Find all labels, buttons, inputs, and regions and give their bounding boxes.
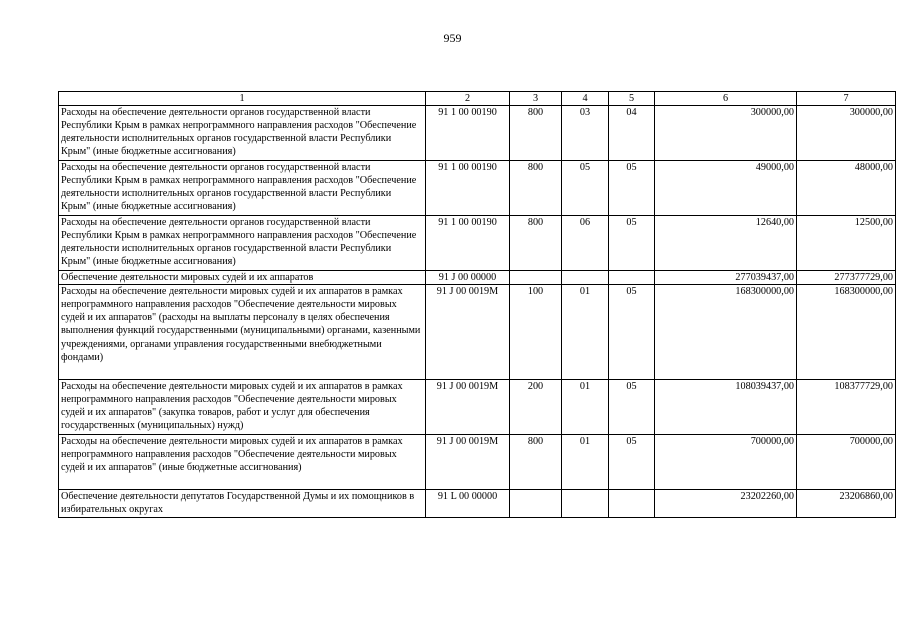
column-4-cell: 01	[562, 380, 609, 435]
table-row	[59, 490, 896, 518]
page-number: 959	[443, 31, 462, 45]
column-3-cell	[510, 490, 562, 518]
column-5-cell	[609, 271, 655, 285]
expense-name-cell: Обеспечение деятельности депутатов Государственной Думы и их помощников в избирательных округах	[59, 490, 426, 518]
column-5-cell: 05	[609, 216, 655, 271]
target-code-cell: 91 L 00 00000	[426, 490, 510, 518]
amount-column-6-cell: 277039437,00	[655, 271, 797, 285]
column-3-cell: 100	[510, 285, 562, 380]
amount-column-6-cell: 300000,00	[655, 106, 797, 161]
target-code-cell: 91 1 00 00190	[426, 106, 510, 161]
column-5-cell: 05	[609, 161, 655, 216]
column-4-cell: 05	[562, 161, 609, 216]
table-row	[59, 285, 896, 380]
column-5-cell: 05	[609, 285, 655, 380]
amount-column-7-cell: 48000,00	[797, 161, 896, 216]
column-4-cell	[562, 271, 609, 285]
target-code-cell: 91 1 00 00190	[426, 216, 510, 271]
amount-column-6-cell: 49000,00	[655, 161, 797, 216]
column-3-cell: 800	[510, 216, 562, 271]
amount-column-6-cell: 108039437,00	[655, 380, 797, 435]
header-cell-5: 5	[609, 92, 655, 106]
column-3-cell	[510, 271, 562, 285]
column-5-cell: 04	[609, 106, 655, 161]
column-3-cell: 800	[510, 435, 562, 490]
target-code-cell: 91 J 00 00000	[426, 271, 510, 285]
amount-column-6-cell: 23202260,00	[655, 490, 797, 518]
amount-column-7-cell: 300000,00	[797, 106, 896, 161]
column-5-cell: 05	[609, 380, 655, 435]
expense-name-cell: Расходы на обеспечение деятельности органов государственной власти Республики Крым в рамках непрограммного направления расходов "Обеспечение деятельности исполнительных органов государственной власти Республики Крым" (иные бюджетные ассигнования)	[59, 161, 426, 216]
table-row	[59, 216, 896, 271]
expense-name-cell: Расходы на обеспечение деятельности органов государственной власти Республики Крым в рамках непрограммного направления расходов "Обеспечение деятельности исполнительных органов государственной власти Республики Крым" (иные бюджетные ассигнования)	[59, 106, 426, 161]
amount-column-7-cell: 23206860,00	[797, 490, 896, 518]
expense-name-cell: Обеспечение деятельности мировых судей и их аппаратов	[59, 271, 426, 285]
budget-table	[58, 91, 896, 518]
column-5-cell: 05	[609, 435, 655, 490]
column-4-cell: 01	[562, 435, 609, 490]
target-code-cell: 91 J 00 0019M	[426, 285, 510, 380]
target-code-cell: 91 J 00 0019M	[426, 435, 510, 490]
column-4-cell: 03	[562, 106, 609, 161]
expense-name-cell: Расходы на обеспечение деятельности мировых судей и их аппаратов в рамках непрограммного направления расходов "Обеспечение деятельности мировых судей и их аппаратов" (расходы на выплаты персоналу в целях обеспечения выполнения функций государственными (муниципальными) органами, казенными учреждениями, органами управления государственными внебюджетными фондами)	[59, 285, 426, 380]
expense-name-cell: Расходы на обеспечение деятельности мировых судей и их аппаратов в рамках непрограммного направления расходов "Обеспечение деятельности мировых судей и их аппаратов" (закупка товаров, работ и услуг для обеспечения государственных (муниципальных) нужд)	[59, 380, 426, 435]
header-cell-7: 7	[797, 92, 896, 106]
amount-column-6-cell: 12640,00	[655, 216, 797, 271]
column-4-cell: 01	[562, 285, 609, 380]
column-3-cell: 800	[510, 106, 562, 161]
amount-column-7-cell: 277377729,00	[797, 271, 896, 285]
column-3-cell: 800	[510, 161, 562, 216]
amount-column-7-cell: 108377729,00	[797, 380, 896, 435]
expense-name-cell: Расходы на обеспечение деятельности мировых судей и их аппаратов в рамках непрограммного направления расходов "Обеспечение деятельности мировых судей и их аппаратов" (иные бюджетные ассигнования)	[59, 435, 426, 490]
amount-column-6-cell: 168300000,00	[655, 285, 797, 380]
header-cell-4: 4	[562, 92, 609, 106]
header-cell-6: 6	[655, 92, 797, 106]
target-code-cell: 91 J 00 0019M	[426, 380, 510, 435]
column-3-cell: 200	[510, 380, 562, 435]
table-row	[59, 271, 896, 285]
column-5-cell	[609, 490, 655, 518]
table-row	[59, 106, 896, 161]
header-cell-1: 1	[59, 92, 426, 106]
column-4-cell	[562, 490, 609, 518]
amount-column-7-cell: 700000,00	[797, 435, 896, 490]
amount-column-7-cell: 12500,00	[797, 216, 896, 271]
header-cell-2: 2	[426, 92, 510, 106]
table-row	[59, 435, 896, 490]
expense-name-cell: Расходы на обеспечение деятельности органов государственной власти Республики Крым в рамках непрограммного направления расходов "Обеспечение деятельности исполнительных органов государственной власти Республики Крым" (иные бюджетные ассигнования)	[59, 216, 426, 271]
target-code-cell: 91 1 00 00190	[426, 161, 510, 216]
header-cell-3: 3	[510, 92, 562, 106]
header-row	[59, 92, 896, 106]
table-row	[59, 380, 896, 435]
table-row	[59, 161, 896, 216]
amount-column-7-cell: 168300000,00	[797, 285, 896, 380]
column-4-cell: 06	[562, 216, 609, 271]
amount-column-6-cell: 700000,00	[655, 435, 797, 490]
